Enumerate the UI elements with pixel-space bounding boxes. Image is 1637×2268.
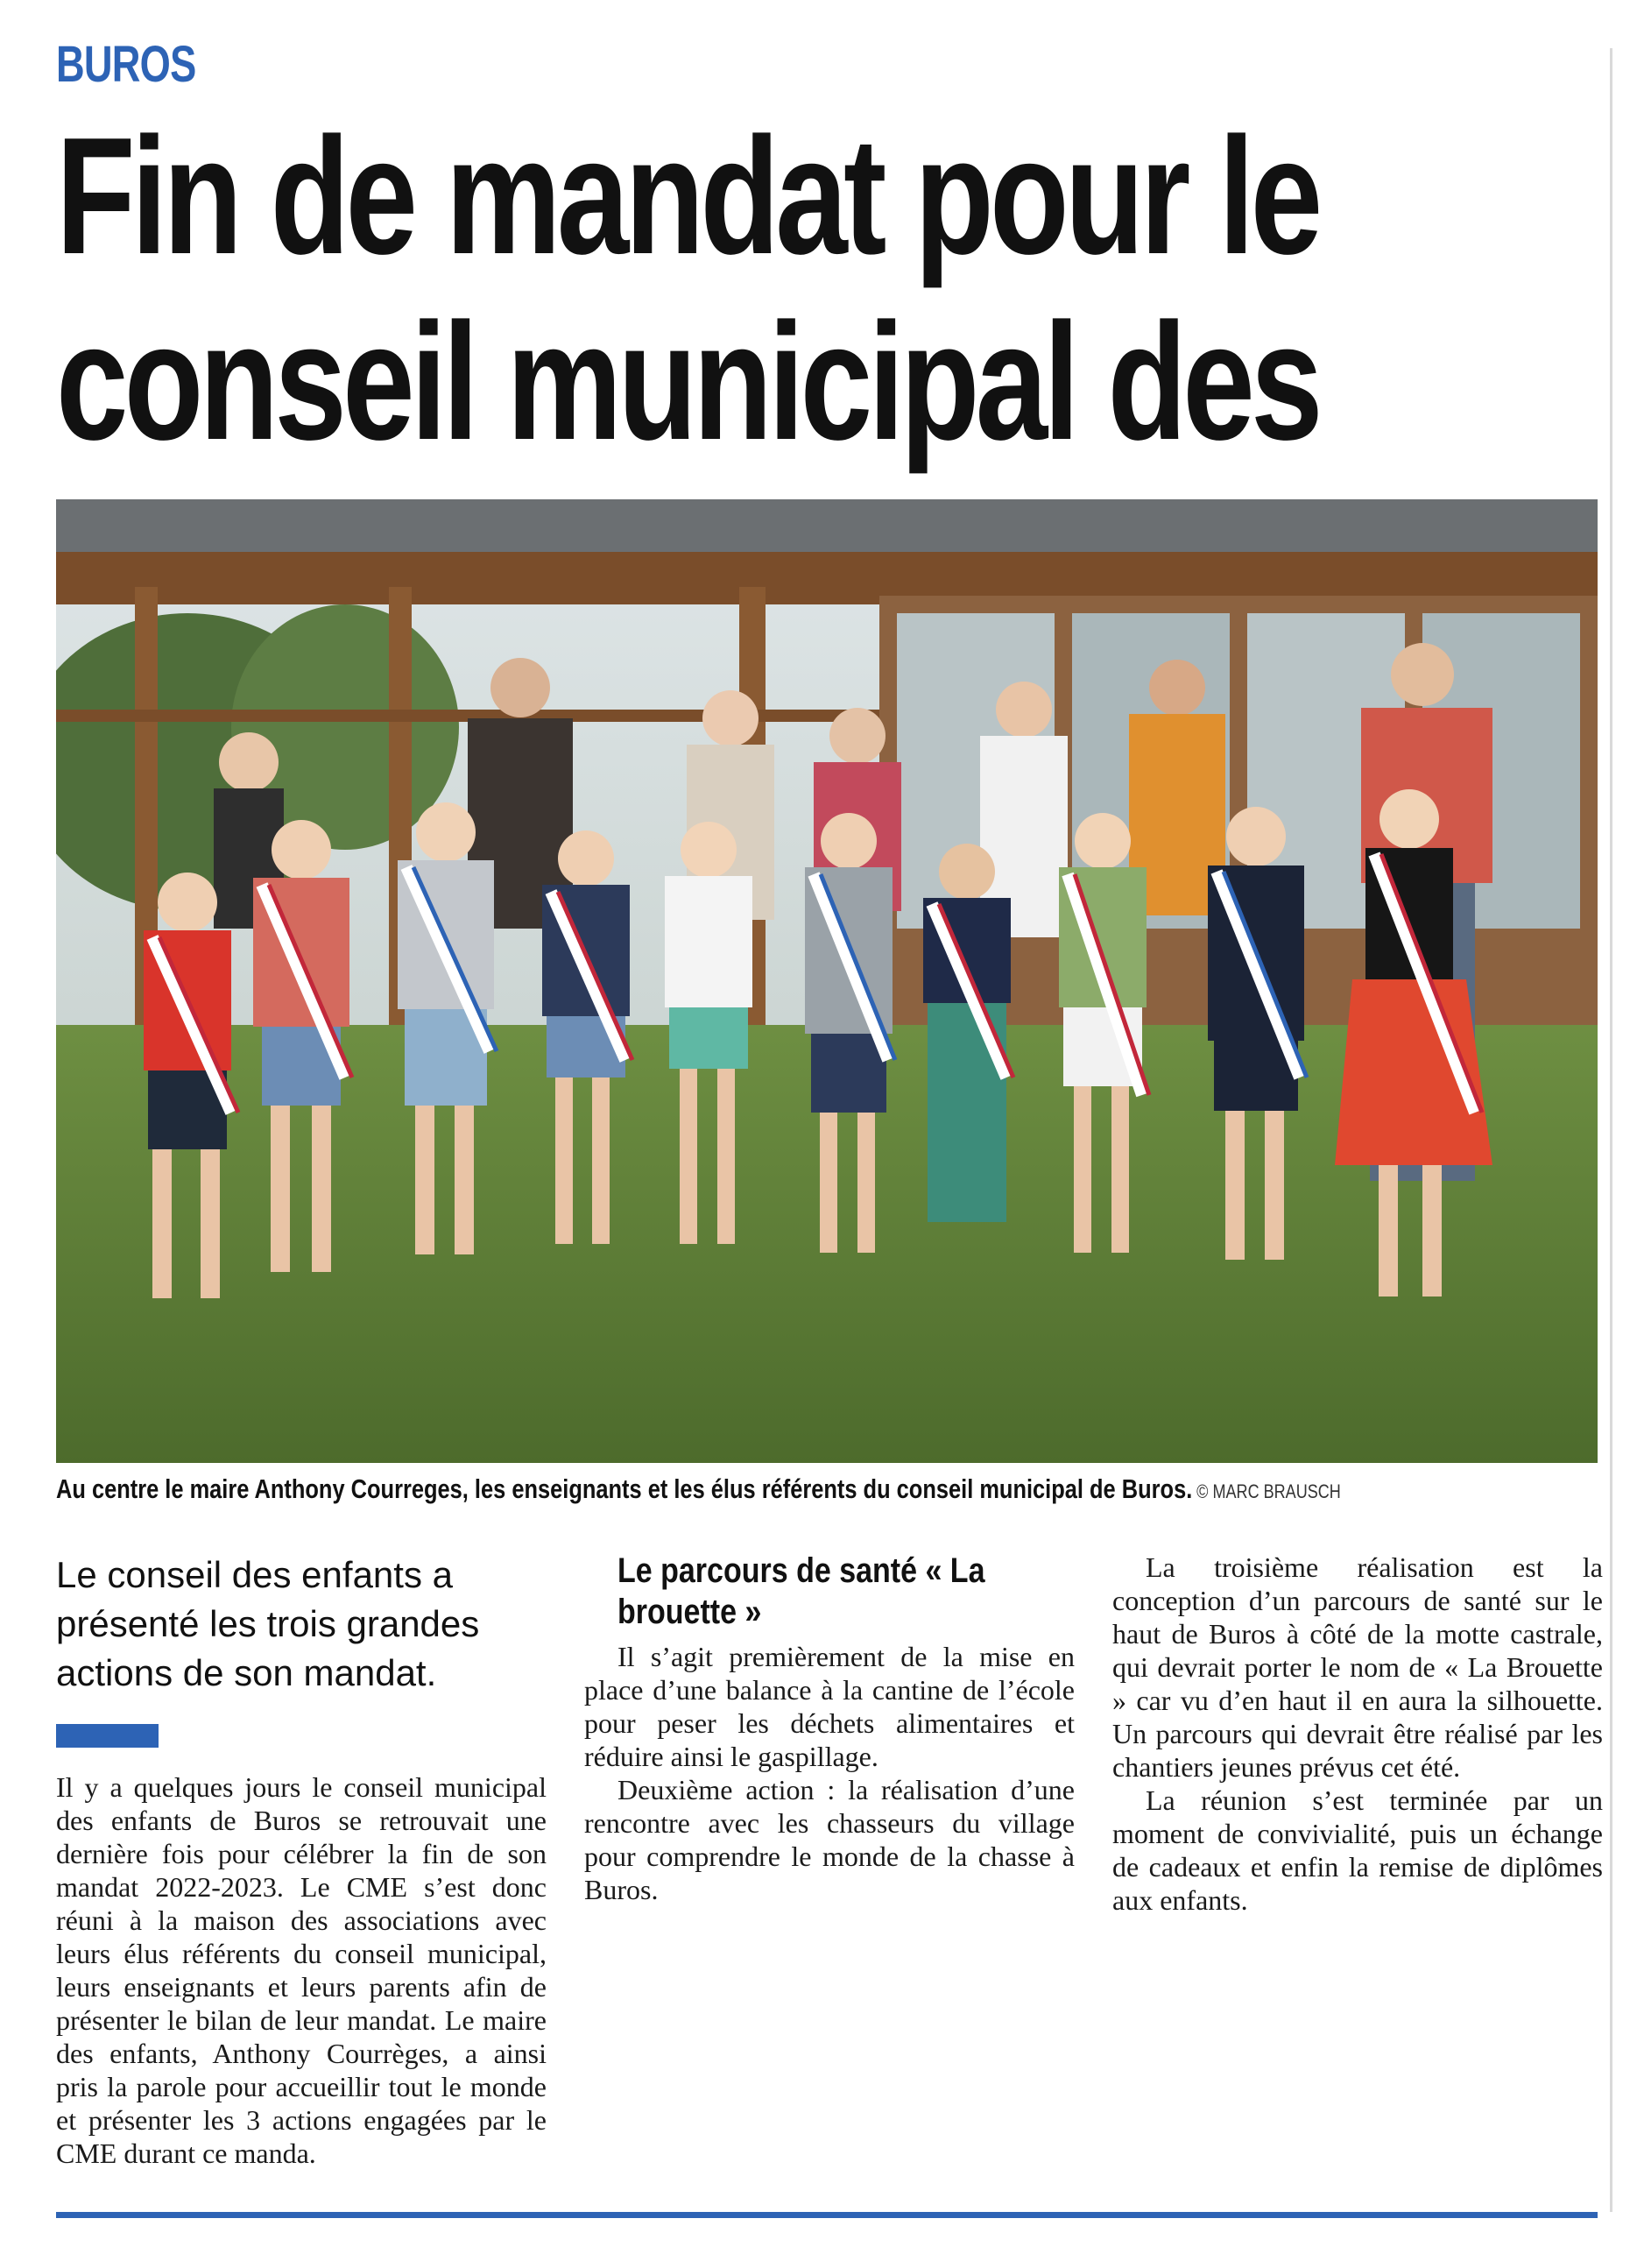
section-kicker: BUROS bbox=[56, 36, 196, 93]
article-lede: Le conseil des enfants a présenté les trois grandes actions de son mandat. bbox=[56, 1554, 480, 1693]
column-2 bbox=[584, 1551, 1075, 1906]
lede-accent-bar bbox=[56, 1724, 159, 1748]
article-photo bbox=[56, 499, 1598, 1463]
column-rule bbox=[1610, 48, 1612, 2212]
column-1 bbox=[56, 1551, 547, 2170]
paragraph-1: Il y a quelques jours le conseil municipal des enfants de Buros se retrouvait une dernière fois pour célébrer la fin de son mandat 2022-2023. Le CME s’est donc réuni à la maison des associations avec leurs élus référents du conseil municipal, leurs enseignants et leurs parents afin de présenter le bilan de leur mandat. Le maire des enfants, Anthony Courrèges, a ainsi pris la parole pour accueillir tout le monde et présenter les 3 actions engagées par le CME durant ce manda. bbox=[56, 1771, 547, 2169]
caption-text: Au centre le maire Anthony Courreges, les enseignants et les élus référents du conseil municipal de Buros. bbox=[56, 1473, 1193, 1504]
column-3 bbox=[1112, 1551, 1603, 1917]
paragraph-3: Deuxième action : la réalisation d’une rencontre avec les chasseurs du village pour comprendre le monde de la chasse à Buros. bbox=[584, 1774, 1075, 1905]
paragraph-2: Il s’agit premièrement de la mise en place d’une balance à la cantine de l’école pour peser les déchets alimentaires et réduire ainsi le gaspillage. bbox=[584, 1641, 1075, 1772]
photo-credit: © MARC BRAUSCH bbox=[1196, 1480, 1341, 1502]
article-subhead: Le parcours de santé « La brouette » bbox=[617, 1551, 985, 1631]
bottom-accent-rule bbox=[56, 2212, 1598, 2218]
paragraph-4: La troisième réalisation est la conception d’un parcours de santé sur le haut de Buros à côté de la motte castrale, qui devrait porter le nom de « La Brouette » car vu d’en haut il en aura la silhouette. Un parcours qui devrait être réalisé par les chantiers jeunes prévus cet été. bbox=[1112, 1551, 1603, 1783]
photo-caption bbox=[56, 1473, 1637, 1505]
article-headline: Fin de mandat pour le conseil municipal des bbox=[56, 103, 1319, 475]
paragraph-5: La réunion s’est terminée par un moment de convivialité, puis un échange de cadeaux et enfin la remise de diplômes aux enfants. bbox=[1112, 1784, 1603, 1916]
